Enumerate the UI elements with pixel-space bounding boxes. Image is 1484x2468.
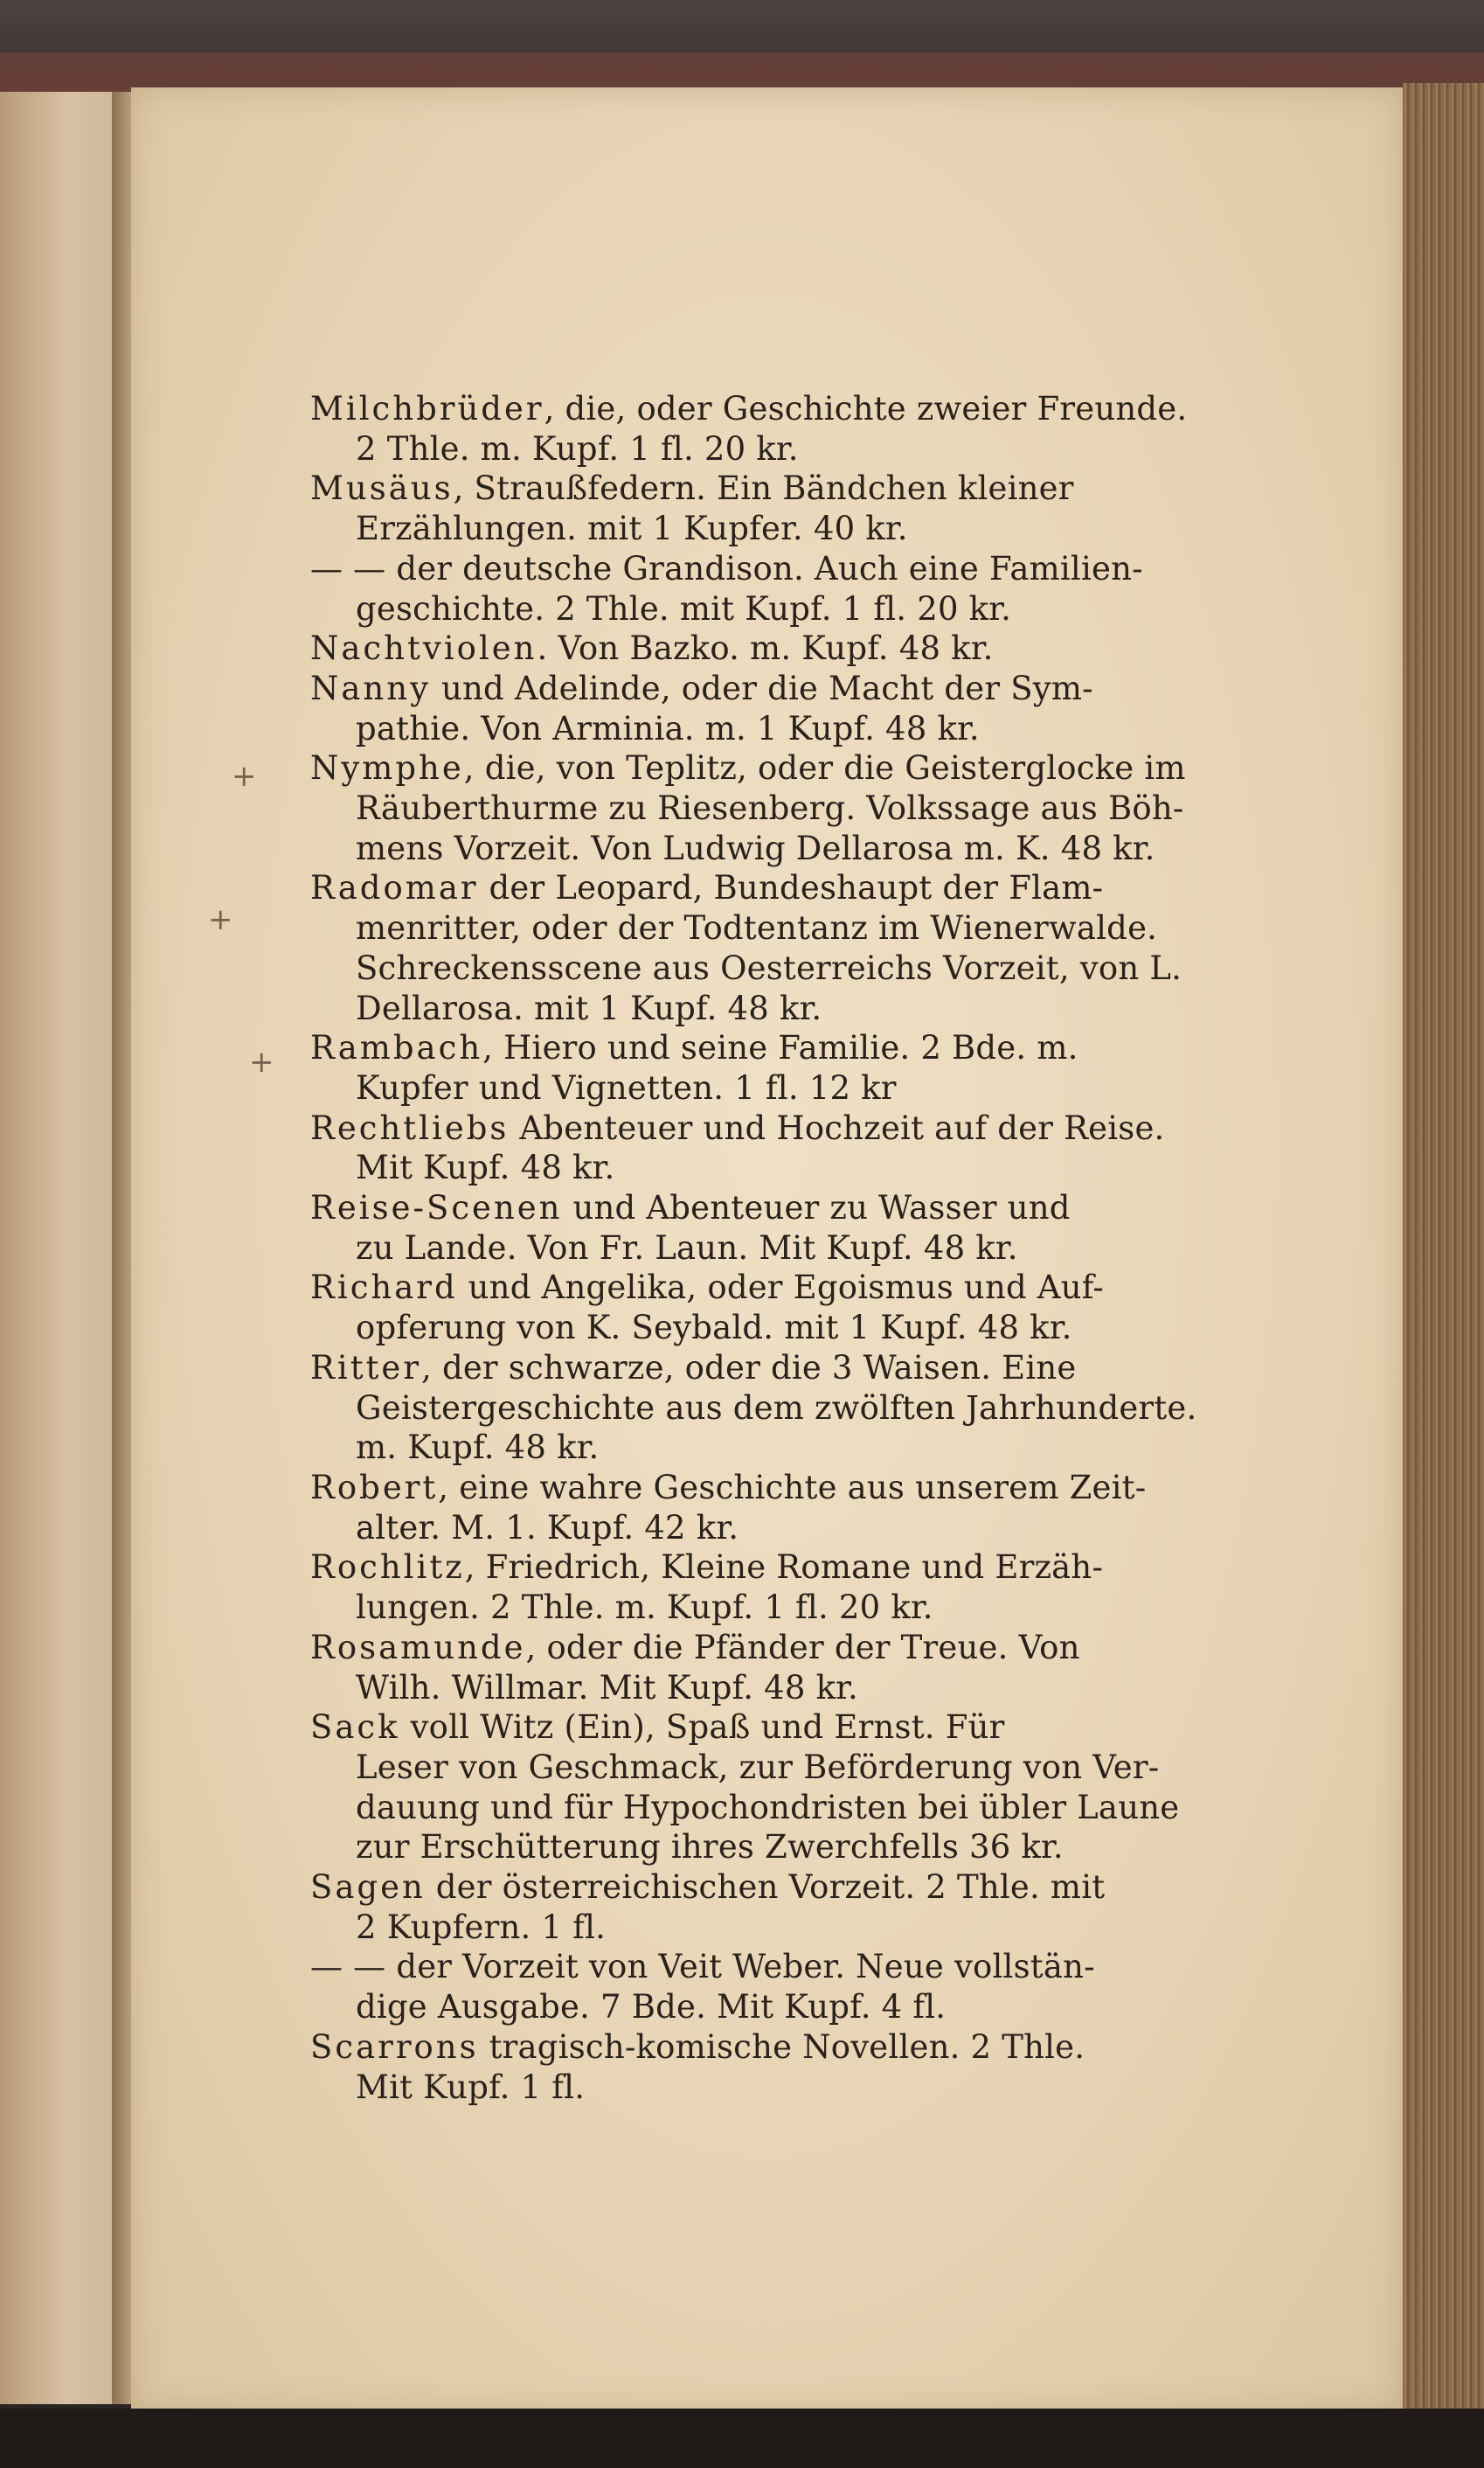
entry-first-line: Milchbrüder, die, oder Geschichte zweier Freunde. [310,390,1188,428]
entry-first-line: Rambach, Hiero und seine Familie. 2 Bde. m. [310,1029,1078,1067]
catalog-entry [310,549,1219,629]
entry-continuation-line: alter. M. 1. Kupf. 42 kr. [356,1508,739,1547]
catalog-entry [310,1348,1219,1468]
entry-headword: Ritter [310,1348,422,1387]
catalog-entry [310,1268,1219,1347]
entry-first-line: Rochlitz, Friedrich, Kleine Romane und Erzäh- [310,1548,1104,1587]
entry-first-line: Nanny und Adelinde, oder die Macht der Sym- [310,669,1093,707]
entry-continuation-line: dauung und für Hypochondristen bei übler Laune [356,1788,1180,1826]
entry-first-line: Nymphe, die, von Teplitz, oder die Geisterglocke im [310,749,1186,788]
entry-continuation-line: Geistergeschichte aus dem zwölften Jahrhunderte. [356,1388,1197,1427]
entry-continuation-line: zur Erschütterung ihres Zwerchfells 36 kr. [356,1828,1064,1867]
entry-continuation-line: menritter, oder der Todtentanz im Wienerwalde. [356,909,1158,948]
entry-first-line: Nachtviolen. Von Bazko. m. Kupf. 48 kr. [310,629,994,668]
entry-first-line: Sagen der österreichischen Vorzeit. 2 Thle. mit [310,1868,1106,1907]
catalog-entry [310,669,1219,748]
book-cover-bottom [0,2409,1484,2468]
pencil-mark: + [208,902,233,937]
entry-first-line: Robert, eine wahre Geschichte aus unserem Zeit- [310,1468,1147,1506]
entry-continuation-line: Leser von Geschmack, zur Beförderung von Ver- [356,1748,1160,1786]
catalog-entry [310,1188,1219,1268]
entry-headword: Rosamunde [310,1628,526,1666]
page-block-edges [1403,83,1484,2417]
entry-first-line: Musäus, Straußfedern. Ein Bändchen kleiner [310,469,1074,508]
entry-continuation-line: zu Lande. Von Fr. Laun. Mit Kupf. 48 kr. [356,1228,1018,1267]
entry-continuation-line: Räuberthurme zu Riesenberg. Volkssage aus Böh- [356,789,1184,828]
entry-headword: Nachtviolen [310,629,537,668]
entry-continuation-line: Erzählungen. mit 1 Kupfer. 40 kr. [356,510,908,548]
entry-headword: Reise-Scenen [310,1189,563,1227]
entry-headword: Sack [310,1708,400,1747]
catalog-entry [310,1109,1219,1188]
entry-first-line: Ritter, der schwarze, oder die 3 Waisen. Eine [310,1348,1077,1387]
entry-continuation-line: dige Ausgabe. 7 Bde. Mit Kupf. 4 fl. [356,1988,947,2027]
entry-headword: Richard [310,1269,458,1307]
entry-first-line: Rechtliebs Abenteuer und Hochzeit auf der Reise. [310,1109,1165,1147]
entry-headword: Sagen [310,1868,426,1907]
catalog-entry [310,2027,1219,2107]
pencil-mark: + [249,1045,274,1080]
entry-continuation-line: 2 Thle. m. Kupf. 1 fl. 20 kr. [356,429,799,468]
entry-first-line: Reise-Scenen und Abenteuer zu Wasser und [310,1189,1071,1227]
catalog-entry [310,1468,1219,1547]
entry-continuation-line: Dellarosa. mit 1 Kupf. 48 kr. [356,989,822,1027]
entry-continuation-line: geschichte. 2 Thle. mit Kupf. 1 fl. 20 kr. [356,589,1012,628]
catalog-entry [310,1867,1219,1947]
entry-continuation-line: Mit Kupf. 48 kr. [356,1149,615,1187]
entry-continuation-line: Wilh. Willmar. Mit Kupf. 48 kr. [356,1668,859,1707]
entry-headword: Rambach [310,1029,483,1067]
entry-continuation-line: opferung von K. Seybald. mit 1 Kupf. 48 kr. [356,1309,1072,1347]
entry-first-line: — — der deutsche Grandison. Auch eine Familien- [310,549,1143,587]
entry-first-line: — — der Vorzeit von Veit Weber. Neue vollstän- [310,1948,1095,1986]
entry-first-line: Rosamunde, oder die Pfänder der Treue. Von [310,1628,1080,1666]
entry-first-line: Richard und Angelika, oder Egoismus und Auf- [310,1269,1105,1307]
catalog-entry-list [310,389,1219,2107]
catalog-entry [310,1628,1219,1707]
entry-headword: Milchbrüder [310,390,544,428]
catalog-entry [310,1028,1219,1108]
entry-continuation-line: m. Kupf. 48 kr. [356,1429,600,1467]
entry-headword: Nymphe [310,749,464,788]
catalog-entry [310,1707,1219,1867]
entry-continuation-line: Kupfer und Vignetten. 1 fl. 12 kr [356,1068,897,1107]
catalog-entry [310,629,1219,669]
entry-continuation-line: Mit Kupf. 1 fl. [356,2068,586,2106]
catalog-entry [310,748,1219,868]
entry-headword: Rochlitz [310,1548,465,1587]
entry-first-line: Scarrons tragisch-komische Novellen. 2 Thle. [310,2027,1085,2066]
left-page-edge [0,92,114,2404]
catalog-entry [310,1947,1219,2027]
entry-continuation-line: Schreckensscene aus Oesterreichs Vorzeit, von L. [356,949,1182,987]
catalog-entry [310,469,1219,548]
entry-headword: Radomar [310,869,479,907]
entry-continuation-line: pathie. Von Arminia. m. 1 Kupf. 48 kr. [356,709,980,747]
entry-continuation-line: 2 Kupfern. 1 fl. [356,1908,607,1946]
entry-headword: Robert [310,1468,439,1506]
entry-continuation-line: mens Vorzeit. Von Ludwig Dellarosa m. K. 48 kr. [356,829,1155,867]
entry-first-line: Radomar der Leopard, Bundeshaupt der Flam- [310,869,1104,907]
pencil-mark: + [232,759,257,794]
entry-continuation-line: lungen. 2 Thle. m. Kupf. 1 fl. 20 kr. [356,1589,933,1627]
catalog-entry [310,1547,1219,1627]
catalog-entry [310,389,1219,469]
entry-first-line: Sack voll Witz (Ein), Spaß und Ernst. Für [310,1708,1005,1747]
catalog-entry [310,868,1219,1028]
entry-headword: Musäus [310,469,454,508]
entry-headword: Nanny [310,669,431,707]
entry-headword: Scarrons [310,2027,479,2066]
entry-headword: Rechtliebs [310,1109,510,1147]
